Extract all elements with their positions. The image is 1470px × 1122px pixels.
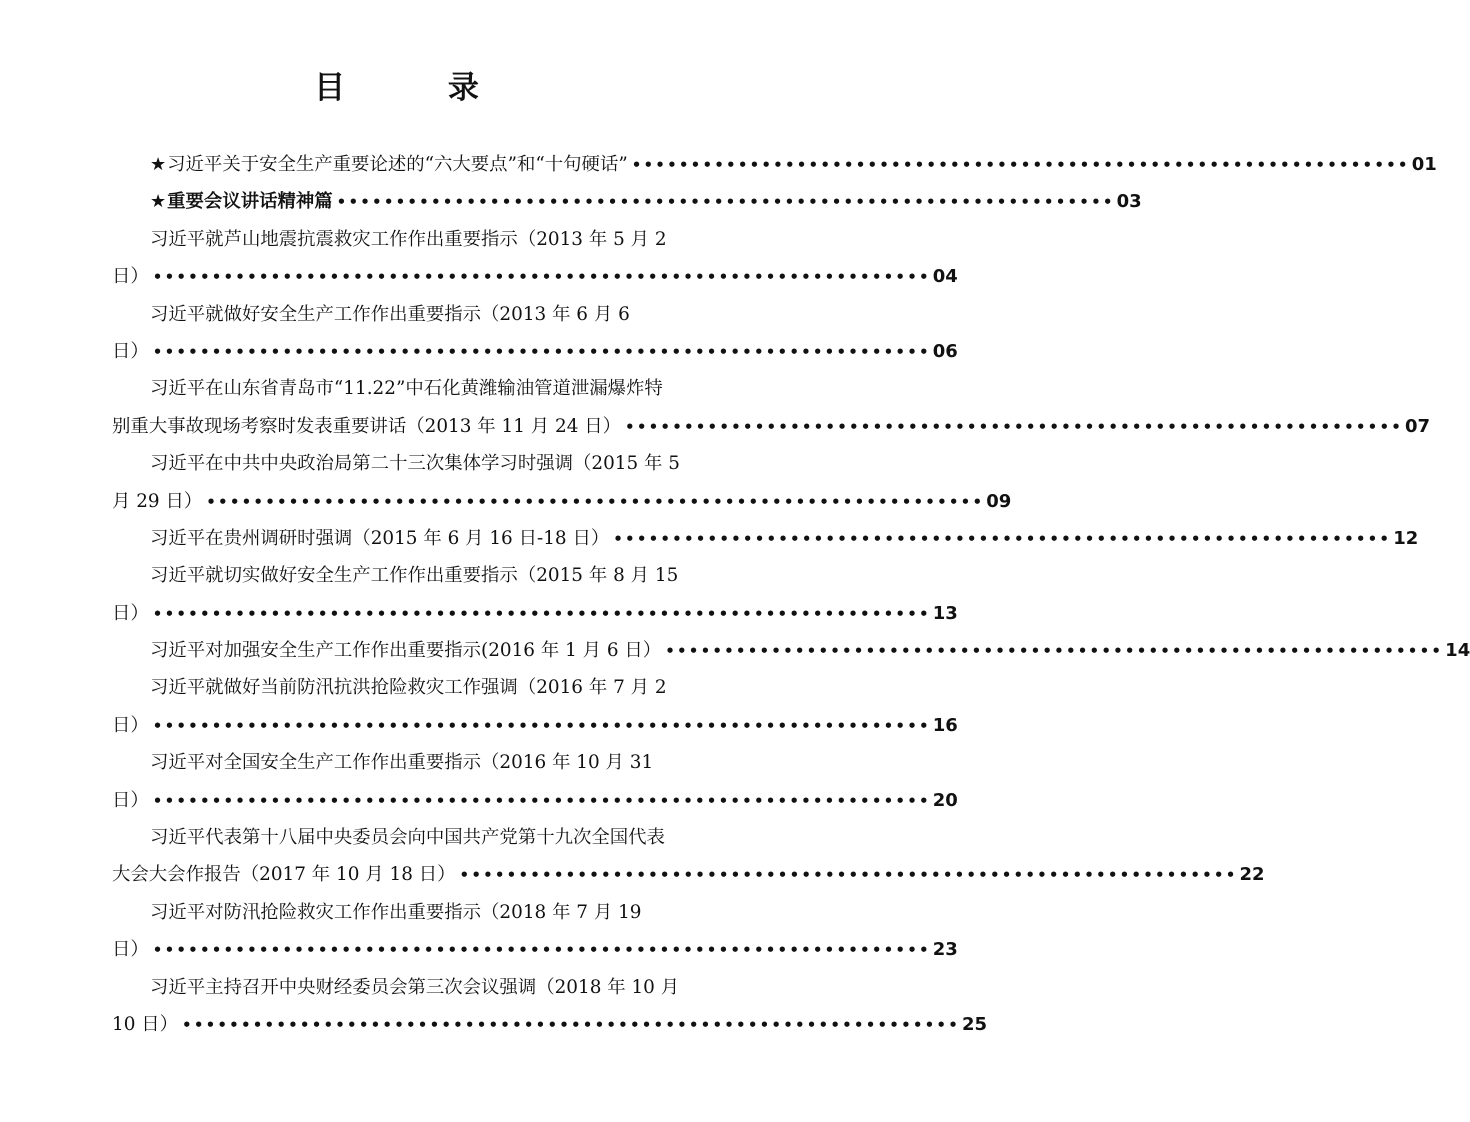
toc-entry-line: [112, 296, 710, 333]
toc-entry[interactable]: [112, 819, 1265, 894]
toc-entry-line: [112, 856, 1265, 893]
toc-entry-title: 习近平对全国安全生产工作作出重要指示（2016 年 10 月 31: [150, 752, 654, 774]
toc-page-number: 14: [1445, 640, 1470, 662]
dot-leader: ••••••••••••••••••••••••••••••••••••••••••••••••••••••••••••••••••: [182, 1015, 960, 1034]
toc-page-number: 16: [932, 714, 958, 736]
toc-page-number: 23: [932, 939, 958, 961]
toc-entry-title: 重要会议讲话精神篇: [167, 191, 333, 213]
dot-leader: ••••••••••••••••••••••••••••••••••••••••••••••••••••••••••••••••••: [631, 156, 1410, 174]
toc-entry[interactable]: [112, 183, 1142, 220]
toc-entry-title: 习近平就切实做好安全生产工作作出重要指示（2015 年 8 月 15: [150, 565, 679, 587]
dot-leader: ••••••••••••••••••••••••••••••••••••••••••••••••••••••••••••••••••: [152, 342, 931, 361]
toc-entry-title: 习近平就做好当前防汛抗洪抢险救灾工作强调（2016 年 7 月 2: [150, 677, 667, 699]
toc-entry[interactable]: [112, 894, 958, 969]
table-of-contents: [112, 146, 1470, 1043]
toc-entry-title: 日）: [112, 602, 149, 624]
dot-leader: ••••••••••••••••••••••••••••••••••••••••••••••••••••••••••••••••••: [665, 642, 1444, 661]
toc-entry-line: [112, 258, 958, 295]
toc-entry-line: [112, 744, 710, 781]
toc-entry-title: 10 日）: [112, 1013, 179, 1035]
toc-entry-title: 习近平对防汛抢险救灾工作作出重要指示（2018 年 7 月 19: [150, 901, 642, 923]
toc-page-number: 12: [1393, 527, 1419, 549]
toc-entry-line: [112, 221, 710, 258]
toc-entry-title: 习近平对加强安全生产工作作出重要指示(2016 年 1 月 6 日）: [150, 640, 662, 662]
toc-entry-title: 习近平代表第十八届中央委员会向中国共产党第十九次全国代表: [150, 827, 665, 849]
toc-entry-line: [112, 408, 1431, 445]
toc-entry-title: 习近平在山东省青岛市“11.22”中石化黄潍输油管道泄漏爆炸特: [150, 378, 663, 400]
toc-page-number: 13: [932, 602, 958, 624]
toc-page-number: 01: [1411, 154, 1437, 175]
toc-entry-line: [112, 557, 710, 594]
toc-entry-line: [112, 894, 710, 931]
toc-entry-line: [112, 370, 710, 407]
toc-entry-line: [112, 632, 1470, 669]
toc-entry-title: 日）: [112, 340, 149, 362]
toc-entry-line: [112, 595, 958, 632]
star-icon: ★: [150, 154, 167, 175]
toc-entry[interactable]: [112, 557, 958, 632]
toc-page-number: 03: [1116, 191, 1142, 213]
toc-entry[interactable]: [112, 370, 1431, 445]
toc-page-number: 20: [932, 789, 958, 811]
toc-entry-title: 日）: [112, 714, 149, 736]
toc-entry-title: 日）: [112, 939, 149, 961]
dot-leader: ••••••••••••••••••••••••••••••••••••••••••••••••••••••••••••••••••: [152, 716, 931, 735]
toc-entry-line: [112, 931, 958, 968]
dot-leader: ••••••••••••••••••••••••••••••••••••••••••••••••••••••••••••••••••: [625, 417, 1404, 436]
toc-page-number: 06: [932, 340, 958, 362]
toc-entry-line: [112, 146, 1437, 183]
toc-entry-title: 日）: [112, 789, 149, 811]
toc-page-number: 25: [962, 1013, 988, 1035]
toc-entry-line: [112, 707, 958, 744]
toc-page-number: 04: [932, 266, 958, 288]
toc-entry[interactable]: [112, 221, 958, 296]
toc-entry-line: [112, 782, 958, 819]
toc-entry-line: [112, 183, 1142, 220]
toc-entry-line: [112, 445, 710, 482]
toc-entry-title: 别重大事故现场考察时发表重要讲话（2013 年 11 月 24 日）: [112, 415, 622, 437]
toc-entry-title: 月 29 日）: [112, 490, 203, 512]
toc-entry-line: [112, 483, 1012, 520]
toc-entry[interactable]: [112, 744, 958, 819]
toc-entry[interactable]: [112, 969, 988, 1044]
dot-leader: ••••••••••••••••••••••••••••••••••••••••••••••••••••••••••••••••••: [459, 866, 1238, 885]
toc-entry[interactable]: [112, 669, 958, 744]
toc-entry-line: [112, 669, 710, 706]
toc-entry-title: 大会大会作报告（2017 年 10 月 18 日）: [112, 864, 456, 886]
dot-leader: ••••••••••••••••••••••••••••••••••••••••••••••••••••••••••••••••••: [336, 193, 1115, 212]
dot-leader: ••••••••••••••••••••••••••••••••••••••••••••••••••••••••••••••••••: [152, 604, 931, 623]
toc-entry-title: 习近平就做好安全生产工作作出重要指示（2013 年 6 月 6: [150, 303, 630, 325]
page-title: 目 录: [314, 70, 525, 106]
toc-entry[interactable]: [112, 445, 1012, 520]
toc-entry-title: 习近平关于安全生产重要论述的“六大要点”和“十句硬话”: [167, 154, 628, 175]
toc-entry-line: [112, 1006, 988, 1043]
toc-entry[interactable]: [112, 146, 1437, 183]
dot-leader: ••••••••••••••••••••••••••••••••••••••••••••••••••••••••••••••••••: [152, 268, 931, 287]
dot-leader: ••••••••••••••••••••••••••••••••••••••••••••••••••••••••••••••••••: [152, 791, 931, 810]
dot-leader: ••••••••••••••••••••••••••••••••••••••••••••••••••••••••••••••••••: [206, 492, 985, 511]
toc-entry[interactable]: [112, 632, 1470, 669]
toc-entry-line: [112, 520, 1419, 557]
toc-entry-title: 日）: [112, 266, 149, 288]
dot-leader: ••••••••••••••••••••••••••••••••••••••••••••••••••••••••••••••••••: [152, 941, 931, 960]
toc-entry-title: 习近平在中共中央政治局第二十三次集体学习时强调（2015 年 5: [150, 453, 680, 475]
toc-entry-title: 习近平在贵州调研时强调（2015 年 6 月 16 日-18 日）: [150, 527, 610, 549]
toc-entry-title: 习近平主持召开中央财经委员会第三次会议强调（2018 年 10 月: [150, 976, 680, 998]
toc-entry-line: [112, 969, 710, 1006]
toc-page-number: 22: [1239, 864, 1265, 886]
dot-leader: ••••••••••••••••••••••••••••••••••••••••••••••••••••••••••••••••••: [613, 529, 1392, 548]
toc-entry-title: 习近平就芦山地震抗震救灾工作作出重要指示（2013 年 5 月 2: [150, 228, 667, 250]
toc-page-number: 07: [1405, 415, 1431, 437]
toc-page-number: 09: [986, 490, 1012, 512]
toc-entry[interactable]: [112, 520, 1419, 557]
toc-entry-line: [112, 333, 958, 370]
toc-entry-line: [112, 819, 710, 856]
toc-entry[interactable]: [112, 296, 958, 371]
star-icon: ★: [150, 191, 167, 213]
